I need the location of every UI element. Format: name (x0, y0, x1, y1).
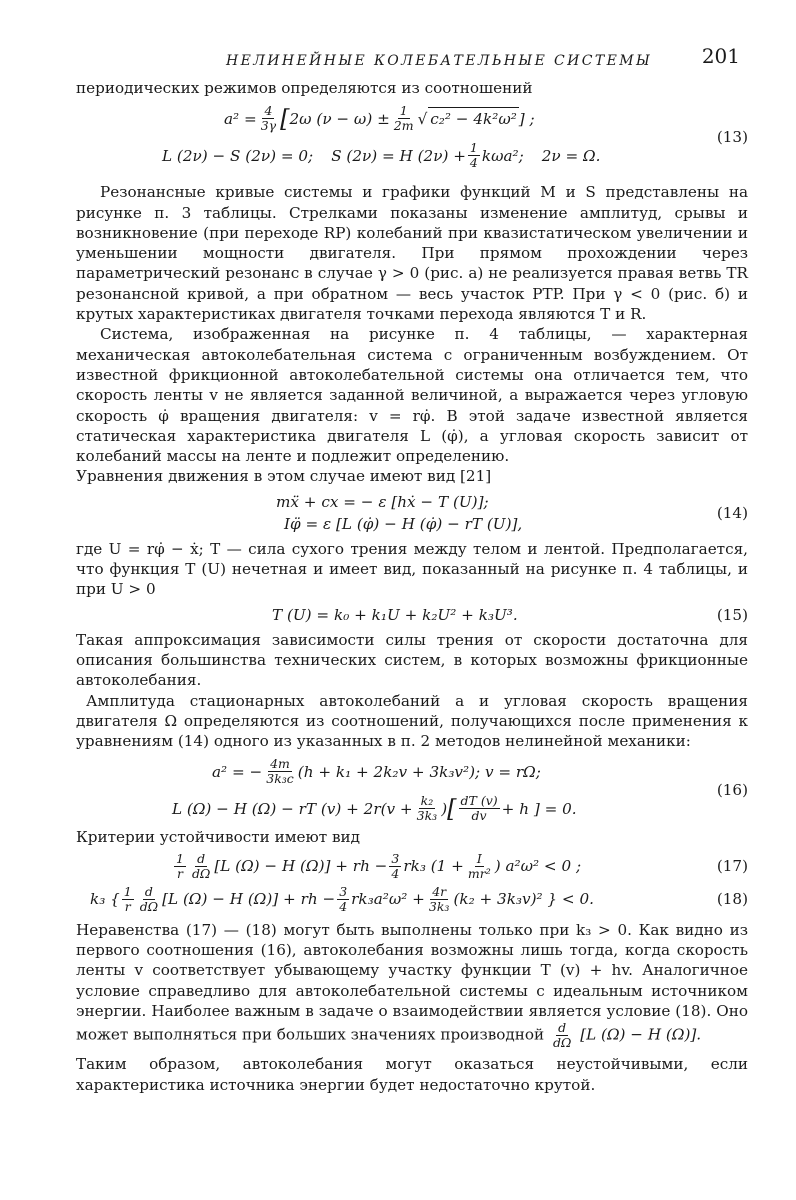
eq13-a-sqrt: c₂² − 4k²ω² (428, 107, 519, 130)
paragraph-motion-intro: Уравнения движения в этом случае имеют вид [21] (76, 467, 492, 486)
paragraph-system: Система, изображенная на рисунке п. 4 таблицы, — характерная механическая автоколебательная система с ограниченным возбуждением. От известной фрикционной автоколебательной системы она отличается тем, что скорость ленты v не является заданной величиной, а выражается через угловую скорость φ̇ вращения двигателя: v = rφ̇. В этой задаче известной является статическая характеристика двигателя L (φ̇), а угловая скорость зависит от колебаний массы на ленте и подлежит определению. (76, 325, 748, 466)
eq18-frac2: $\frac{d}{d\Omega}$ (139, 883, 159, 914)
eq16-b-frac: $\frac{\text{k₂}}{\text{3k₃}}$ (416, 793, 438, 824)
eq17-mid2: rk₃ (1 + (403, 857, 464, 876)
eq18-mid: [L (Ω) − H (Ω)] + rh − (162, 890, 336, 909)
eq17-end: ) a²ω² < 0 ; (494, 857, 582, 876)
eq13-b-frac: $\frac{1}{4}$ (469, 140, 478, 171)
paragraph-resonance: Резонансные кривые системы и графики функций M и S представлены на рисунке п. 3 таблицы. Стрелками показаны изменение амплитуд, срывы и возникновение (при переходе RP) колебаний при квазистатическом увеличении и уменьшении мощности двигателя. При прямом прохождении через параметрический резонанс в случае γ > 0 (рис. а) не реализуется правая ветвь TR резонансной кривой, а при обратном — весь участок PTP. При γ < 0 (рис. б) и крутых характеристиках двигателя точками перехода являются T и R. (76, 183, 748, 324)
eq15: T (U) = k₀ + k₁U + k₂U² + k₃U³. (272, 605, 518, 624)
eq13-a-frac2: $\frac{1}{2m}$ (393, 103, 414, 134)
eq13-a-end: ] ; (518, 109, 535, 128)
paragraph-stability: Критерии устойчивости имеют вид (76, 828, 361, 847)
equation-18 (76, 885, 748, 914)
eq18-mid2: rk₃a²ω² + (351, 890, 425, 909)
equation-17 (76, 852, 748, 881)
eq16-a-lhs: a² = − (212, 762, 263, 781)
eq14-b: Iφ̈ = ε [L (φ̇) − H (φ̇) − rT (U)], (284, 514, 523, 533)
eq18-end: (k₂ + 3k₃v)² } < 0. (453, 890, 594, 909)
eq13-b-4: 2ν = Ω. (541, 146, 601, 165)
derivative-frac: $\frac{d}{d\Omega}$ (553, 1020, 572, 1051)
eq16-b-1: L (Ω) − H (Ω) − rT (v) + 2r (172, 799, 381, 818)
eq17-frac4: $\frac{I}{\text{mr²}}$ (467, 850, 491, 881)
paragraph-inequalities-tail: [L (Ω) − H (Ω)]. (580, 1025, 702, 1044)
paragraph-inequalities-text: Неравенства (17) — (18) могут быть выполнены только при k₃ > 0. Как видно из первого соотношения (16), автоколебания возможны лишь тогда, когда скорость ленты v соответствует убывающему участку функции T (v) + hv. Аналогичное условие справедливо для автоколебательной системы с идеальным источником энергии. Наиболее важным в задаче о взаимодействии является условие (18). Оно может выполняться при больших значениях производной (76, 920, 748, 1044)
equation-16: a² = − $\frac{4m}{\text{3k₃c}}$ (h + k₁ + 2k₂v + 3k₃v²); v = rΩ; L (Ω) − H (Ω) − rT (v) + 2r (v + $\frac{\text{k₂}}{\text{3k₃}}$ ) [ $\frac{dT (v)}{dv}$ + h ] = 0. (16) (172, 756, 748, 824)
paragraph-amplitude: Амплитуда стационарных автоколебаний a и угловая скорость вращения двигателя Ω определяются из соотношений, получающихся после применения к уравнениям (14) одного из указанных в п. 2 методов нелинейной механики: (76, 691, 748, 751)
eq18-start: k₃ { (90, 890, 120, 909)
equation-number-16: (16) (716, 781, 748, 800)
paragraph-where: где U = rφ̇ − ẋ; T — сила сухого трения между телом и лентой. Предполагается, что функция T (U) нечетная и имеет вид, показанный на рисунке п. 4 таблицы, и при U > 0 (76, 539, 748, 599)
paragraph-inequalities (76, 920, 748, 1050)
eq13-a-frac: $\frac{4}{3\gamma}$ (260, 103, 277, 134)
eq16-b-4: + h ] = 0. (501, 799, 577, 818)
eq13-b-1: L (2ν) − S (2ν) = 0; (162, 146, 314, 165)
eq13-a-lhs: a² = (224, 109, 257, 128)
page-header (76, 40, 748, 78)
paragraph-intro: периодических режимов определяются из соотношений (76, 79, 533, 97)
equation-15 (76, 604, 748, 626)
eq13-a-mid: 2ω (ν − ω) ± (289, 109, 390, 128)
page-number: 201 (701, 44, 740, 68)
eq16-a-rest: (h + k₁ + 2k₂v + 3k₃v²); v = rΩ; (297, 762, 541, 781)
eq16-b-3: ) (441, 799, 448, 818)
equation-number-13: (13) (716, 128, 748, 147)
eq16-a-frac: $\frac{4m}{\text{3k₃c}}$ (266, 756, 294, 787)
eq18-frac1: $\frac{1}{r}$ (123, 883, 132, 914)
equation-13: a² = $\frac{4}{3\gamma}$ [ 2ω (ν − ω) ± $\frac{1}{2m}$ √ c₂² − 4k²ω² ] ; L (2ν) − S (2ν) = 0; S (2ν) = H (2ν) + $\frac{1}{4}$ kωa²; 2ν = Ω. (13) (162, 103, 748, 171)
equation-number-18: (18) (716, 890, 748, 909)
equation-number-14: (14) (716, 503, 748, 522)
eq17-frac1: $\frac{1}{r}$ (176, 850, 184, 881)
eq18-frac4: $\frac{4r}{\text{3k₃}}$ (428, 883, 450, 914)
eq17-frac3: $\frac{3}{4}$ (391, 850, 400, 881)
eq14-a: mẍ + cx = − ε [hẋ − T (U)]; (276, 492, 489, 511)
equation-14 (76, 491, 748, 535)
eq13-b-2: S (2ν) = H (2ν) + (331, 146, 466, 165)
eq17-mid: [L (Ω) − H (Ω)] + rh − (214, 857, 388, 876)
eq16-b-frac2: $\frac{dT (v)}{dv}$ (460, 793, 498, 824)
eq17-frac2: $\frac{d}{d\Omega}$ (191, 850, 211, 881)
equation-number-17: (17) (716, 857, 748, 876)
eq18-frac3: $\frac{3}{4}$ (339, 883, 348, 914)
eq13-b-3: kωa²; (481, 146, 524, 165)
paragraph-approximation: Такая аппроксимация зависимости силы трения от скорости достаточна для описания большинства технических систем, в которых возможны фрикционные автоколебания. (76, 630, 748, 690)
paragraph-conclusion: Таким образом, автоколебания могут оказаться неустойчивыми, если характеристика источника энергии будет недостаточно крутой. (76, 1055, 748, 1094)
equation-number-15: (15) (716, 605, 748, 624)
running-head: НЕЛИНЕЙНЫЕ КОЛЕБАТЕЛЬНЫЕ СИСТЕМЫ (226, 53, 653, 69)
eq16-b-2: (v + (380, 799, 413, 818)
